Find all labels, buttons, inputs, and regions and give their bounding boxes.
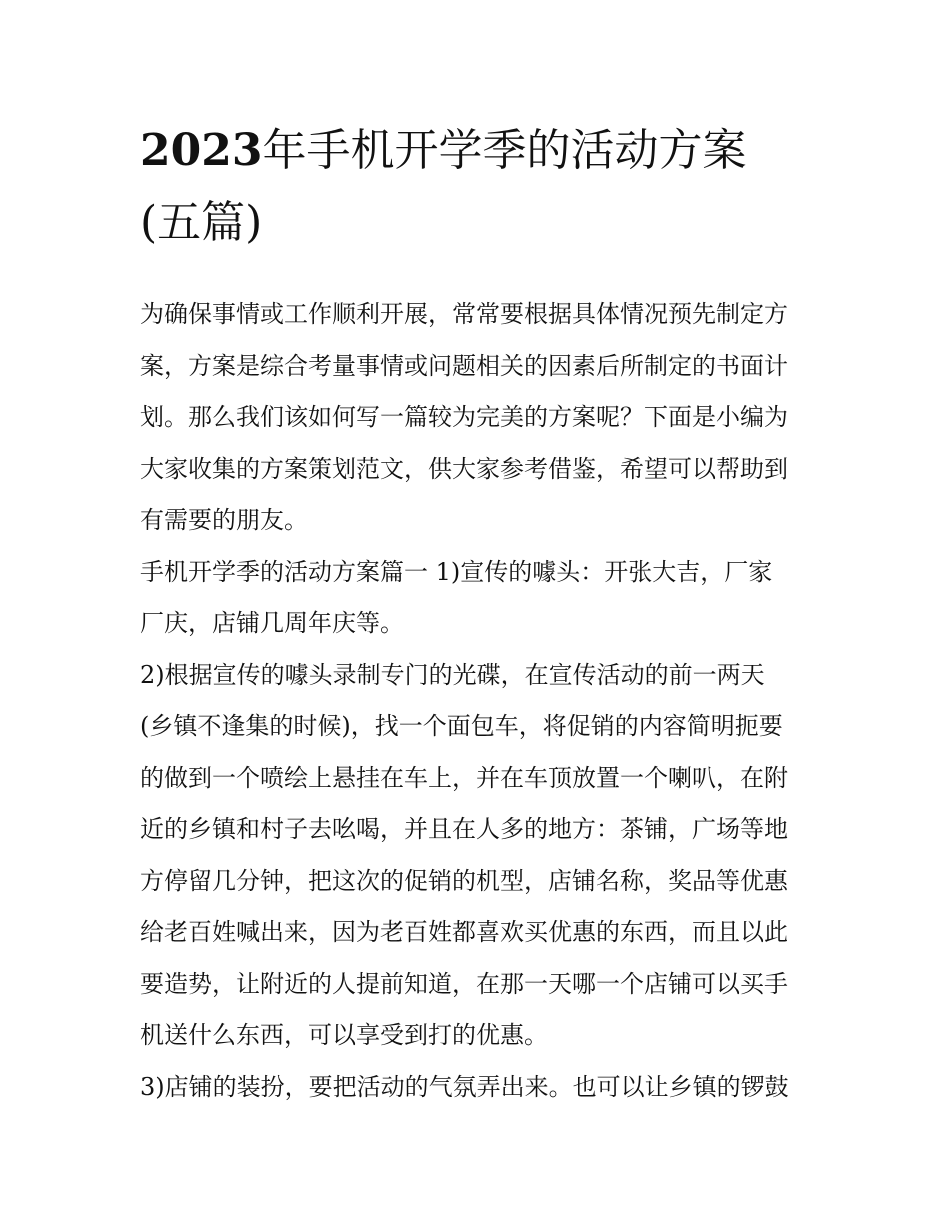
paragraph-intro — [140, 289, 815, 547]
document-content — [140, 115, 815, 1113]
text-line: 3)店铺的装扮，要把活动的气氛弄出来。也可以让乡镇的锣鼓 — [140, 1072, 789, 1101]
text-line: 厂庆，店铺几周年庆等。 — [140, 609, 404, 637]
text-line: 手机开学季的活动方案篇一 1)宣传的噱头：开张大吉，厂家 — [140, 557, 773, 586]
text-line: 为确保事情或工作顺利开展，常常要根据具体情况预先制定方 — [140, 300, 788, 328]
title-year: 2023 — [140, 125, 263, 176]
text-line: 案，方案是综合考量事情或问题相关的因素后所制定的书面计 — [140, 351, 788, 380]
text-line: 机送什么东西，可以享受到打的优惠。 — [140, 1021, 548, 1049]
paragraph-item-2 — [140, 650, 815, 1062]
text-line: 2)根据宣传的噱头录制专门的光碟，在宣传活动的前一两天 — [140, 660, 765, 689]
title-line-2: (五篇) — [140, 197, 263, 248]
text-line: 有需要的朋友。 — [140, 506, 308, 534]
document-title — [140, 115, 815, 259]
text-line: (乡镇不逢集的时候)，找一个面包车，将促销的内容简明扼要 — [140, 712, 783, 740]
paragraph-item-3 — [140, 1062, 815, 1114]
title-line-1 — [140, 125, 746, 176]
paragraph-item-1 — [140, 547, 815, 650]
text-line: 近的乡镇和村子去吆喝，并且在人多的地方：茶铺，广场等地 — [140, 815, 788, 843]
text-line: 给老百姓喊出来，因为老百姓都喜欢买优惠的东西，而且以此 — [140, 918, 788, 946]
text-line: 划。那么我们该如何写一篇较为完美的方案呢？下面是小编为 — [140, 403, 788, 431]
text-line: 方停留几分钟，把这次的促销的机型，店铺名称，奖品等优惠 — [140, 866, 788, 895]
text-line: 的做到一个喷绘上悬挂在车上，并在车顶放置一个喇叭，在附 — [140, 763, 788, 792]
title-text: 年手机开学季的活动方案 — [262, 125, 747, 176]
text-line: 要造势，让附近的人提前知道，在那一天哪一个店铺可以买手 — [140, 969, 788, 998]
text-line: 大家收集的方案策划范文，供大家参考借鉴，希望可以帮助到 — [140, 454, 788, 483]
